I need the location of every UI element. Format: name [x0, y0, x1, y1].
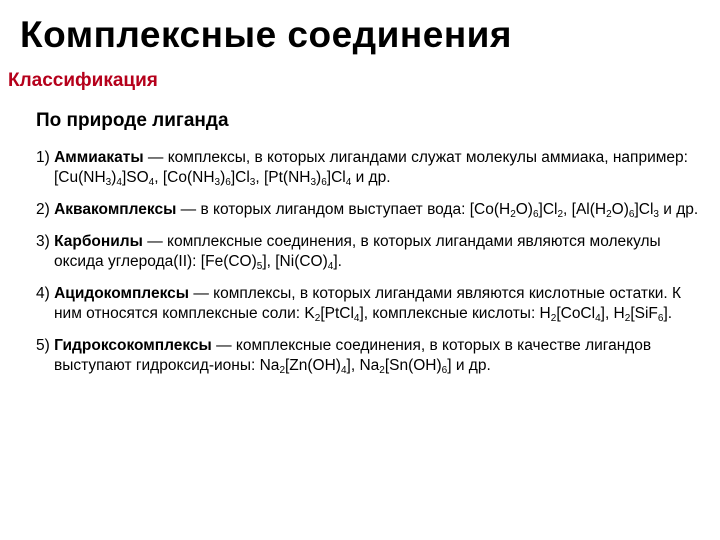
section-subtitle: Классификация — [8, 70, 158, 91]
list-item — [36, 284, 708, 324]
item-text: — комплексные соединения, в которых лигандами являются молекулы оксида углерода(II): $[Fe(CO)_5]$, $[Ni(CO)_4]$. — [54, 233, 661, 272]
list-item — [36, 336, 708, 376]
item-number: 4) — [36, 285, 50, 302]
item-text: — комплексы, в которых лигандами являются кислотные остатки. К ним относятся комплексные соли: $K_2[PtCl_4]$, комплексные кислоты: $H_2[CoCl_4]$, $H_2[SiF_6]$. — [54, 285, 682, 324]
item-term: Ацидокомплексы — [54, 285, 189, 302]
page-title: Комплексные соединения — [20, 14, 513, 55]
section-heading: По природе лиганда — [36, 110, 229, 131]
list-item — [36, 148, 708, 188]
item-term: Аммиакаты — [54, 149, 144, 166]
item-text: — в которых лигандом выступает вода: $[Co(H_2O)_6]Cl_2$, $[Al(H_2O)_6]Cl_3$ и др. — [180, 201, 699, 220]
item-number: 5) — [36, 337, 50, 354]
list-item — [36, 200, 708, 220]
item-number: 3) — [36, 233, 50, 250]
list-item — [36, 232, 708, 272]
item-text: — комплексные соединения, в которых в качестве лигандов выступают гидроксид-ионы: $Na_2[Zn(OH)_4]$, $Na_2[Sn(OH)_6]$ и др. — [54, 337, 652, 376]
classification-list — [36, 148, 708, 388]
item-number: 1) — [36, 149, 50, 166]
item-text: — комплексы, в которых лигандами служат молекулы аммиака, например: $[Cu(NH_3)_4]SO_4$, $[Co(NH_3)_6]Cl_3$, $[Pt(NH_3)_6]Cl_4$ и др. — [54, 149, 688, 188]
item-number: 2) — [36, 201, 50, 218]
item-term: Карбонилы — [54, 233, 143, 250]
item-term: Гидроксокомплексы — [54, 337, 212, 354]
item-term: Аквакомплексы — [54, 201, 177, 218]
